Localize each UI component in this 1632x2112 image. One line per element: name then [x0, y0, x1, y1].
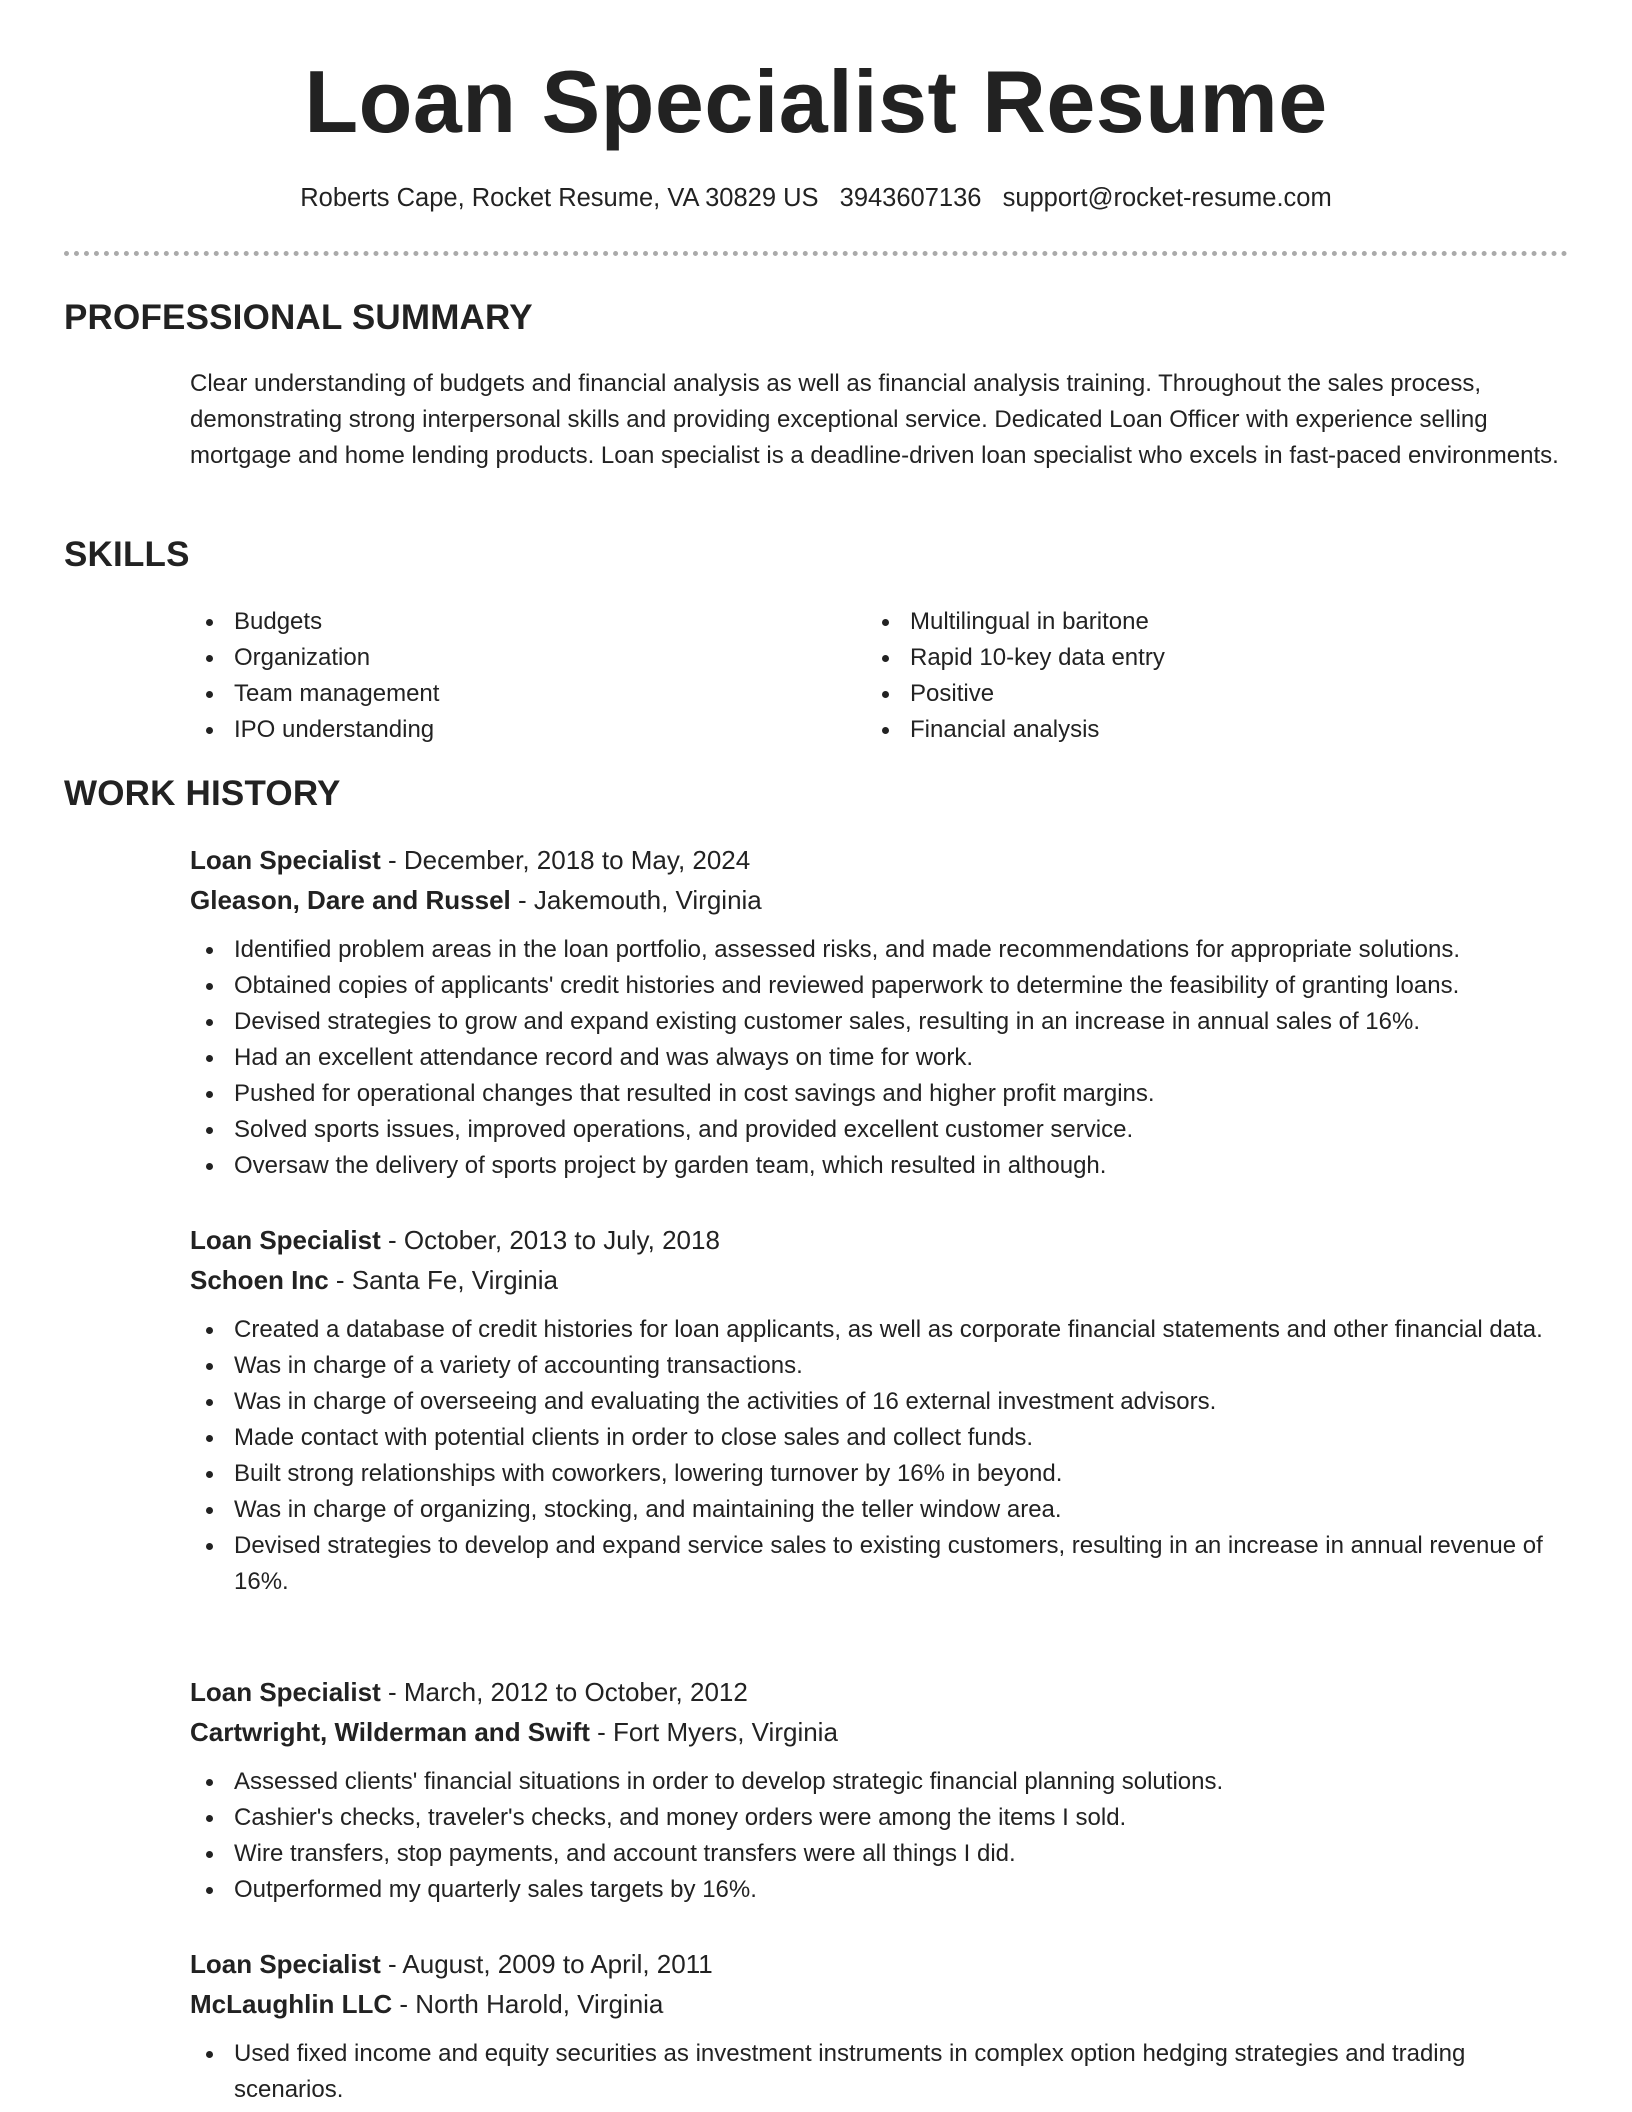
skill-item: Budgets	[190, 604, 810, 640]
job-dates: - March, 2012 to October, 2012	[380, 1677, 748, 1707]
job-entry-1	[190, 840, 1570, 1184]
job-dates: - December, 2018 to May, 2024	[380, 845, 751, 875]
job-bullet: Built strong relationships with coworkers, lowering turnover by 16% in beyond.	[190, 1456, 1570, 1492]
contact-email: support@rocket-resume.com	[1002, 184, 1332, 212]
job-bullet: Was in charge of organizing, stocking, and maintaining the teller window area.	[190, 1492, 1570, 1528]
work-history-heading: WORK HISTORY	[64, 774, 341, 813]
job-company-line	[190, 1260, 1570, 1300]
job-bullets	[190, 932, 1570, 1184]
skill-item: Multilingual in baritone	[866, 604, 1486, 640]
job-company: Schoen Inc	[190, 1265, 329, 1295]
job-title-line	[190, 1220, 1570, 1260]
job-entry-2	[190, 1220, 1570, 1600]
job-location: - Jakemouth, Virginia	[510, 885, 762, 915]
skills-column-left	[190, 604, 810, 748]
summary-text: Clear understanding of budgets and financial analysis as well as financial analysis training. Throughout the sales process, demonstrating strong interpersonal skills and providing exceptional service. Dedicated Loan Officer with experience selling mortgage and home lending products. Loan specialist is a deadline-driven loan specialist who excels in fast-paced environments.	[190, 370, 1559, 469]
job-bullets	[190, 1764, 1570, 1908]
skill-item: Financial analysis	[866, 712, 1486, 748]
job-title-line	[190, 1672, 1570, 1712]
job-title-line	[190, 840, 1570, 880]
job-role: Loan Specialist	[190, 845, 381, 875]
job-company-line	[190, 880, 1570, 920]
job-company-line	[190, 1984, 1570, 2024]
job-bullet: Devised strategies to grow and expand existing customer sales, resulting in an increase in annual sales of 16%.	[190, 1004, 1570, 1040]
contact-address: Roberts Cape, Rocket Resume, VA 30829 US	[300, 184, 819, 212]
job-company-line	[190, 1712, 1570, 1752]
job-bullet: Was in charge of overseeing and evaluating the activities of 16 external investment advisors.	[190, 1384, 1570, 1420]
skill-item: IPO understanding	[190, 712, 810, 748]
skill-item: Organization	[190, 640, 810, 676]
skill-item: Rapid 10-key data entry	[866, 640, 1486, 676]
job-bullet: Made contact with potential clients in order to close sales and collect funds.	[190, 1420, 1570, 1456]
job-bullet: Created a database of credit histories for loan applicants, as well as corporate financial statements and other financial data.	[190, 1312, 1570, 1348]
job-role: Loan Specialist	[190, 1225, 381, 1255]
skills-column-right	[866, 604, 1486, 748]
header-divider	[64, 251, 1568, 256]
job-bullet: Had an excellent attendance record and was always on time for work.	[190, 1040, 1570, 1076]
job-bullet: Cashier's checks, traveler's checks, and money orders were among the items I sold.	[190, 1800, 1570, 1836]
job-role: Loan Specialist	[190, 1677, 381, 1707]
job-location: - Santa Fe, Virginia	[328, 1265, 559, 1295]
job-company: McLaughlin LLC	[190, 1989, 393, 2019]
job-bullet: Assessed clients' financial situations in order to develop strategic financial planning solutions.	[190, 1764, 1570, 1800]
skill-item: Positive	[866, 676, 1486, 712]
job-bullet: Wire transfers, stop payments, and account transfers were all things I did.	[190, 1836, 1570, 1872]
job-role: Loan Specialist	[190, 1949, 381, 1979]
job-bullet: Was in charge of a variety of accounting transactions.	[190, 1348, 1570, 1384]
skill-item: Team management	[190, 676, 810, 712]
job-bullet: Used fixed income and equity securities as investment instruments in complex option hedging strategies and trading scenarios.	[190, 2036, 1570, 2108]
job-bullet: Pushed for operational changes that resulted in cost savings and higher profit margins.	[190, 1076, 1570, 1112]
job-bullets	[190, 1312, 1570, 1600]
job-title-line	[190, 1944, 1570, 1984]
job-bullets	[190, 2036, 1570, 2108]
job-company: Cartwright, Wilderman and Swift	[190, 1717, 590, 1747]
job-entry-4	[190, 1944, 1570, 2108]
job-dates: - August, 2009 to April, 2011	[380, 1949, 713, 1979]
job-location: - North Harold, Virginia	[392, 1989, 664, 2019]
job-location: - Fort Myers, Virginia	[589, 1717, 838, 1747]
job-dates: - October, 2013 to July, 2018	[380, 1225, 720, 1255]
contact-phone: 3943607136	[839, 184, 982, 212]
resume-title: Loan Specialist Resume	[304, 52, 1328, 151]
job-bullet: Solved sports issues, improved operations, and provided excellent customer service.	[190, 1112, 1570, 1148]
job-bullet: Devised strategies to develop and expand service sales to existing customers, resulting in an increase in annual revenue of 16%.	[190, 1528, 1570, 1600]
job-bullet: Outperformed my quarterly sales targets by 16%.	[190, 1872, 1570, 1908]
contact-line	[0, 181, 1632, 215]
skills-heading: SKILLS	[64, 535, 190, 574]
job-company: Gleason, Dare and Russel	[190, 885, 511, 915]
job-bullet: Oversaw the delivery of sports project by garden team, which resulted in although.	[190, 1148, 1570, 1184]
job-bullet: Obtained copies of applicants' credit histories and reviewed paperwork to determine the feasibility of granting loans.	[190, 968, 1570, 1004]
job-entry-3	[190, 1672, 1570, 1908]
summary-heading: PROFESSIONAL SUMMARY	[64, 298, 533, 337]
job-bullet: Identified problem areas in the loan portfolio, assessed risks, and made recommendations for appropriate solutions.	[190, 932, 1570, 968]
